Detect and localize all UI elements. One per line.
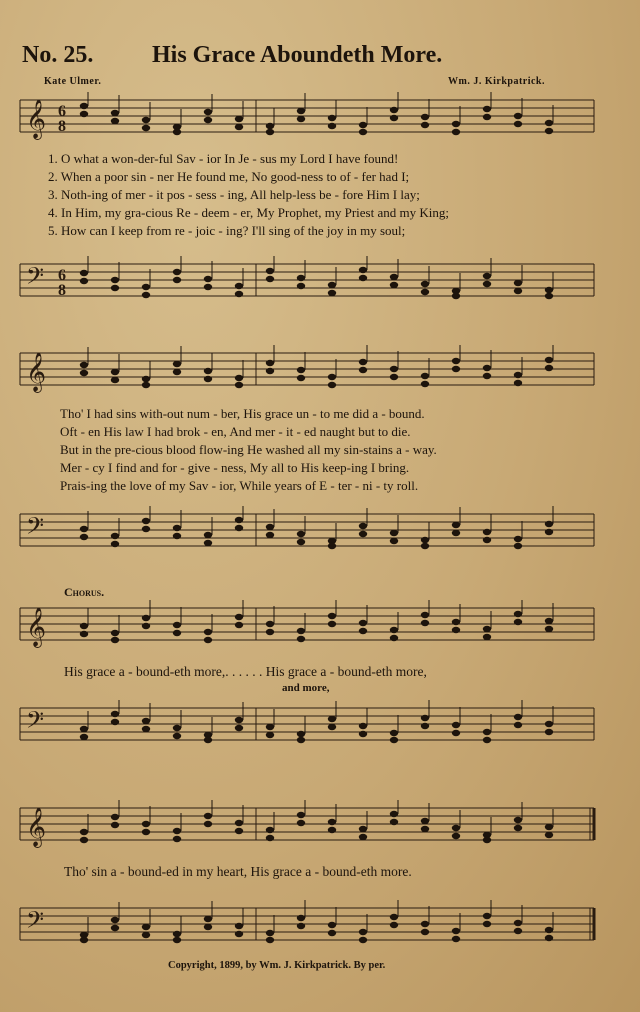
note-head xyxy=(111,110,119,116)
note-head xyxy=(545,529,553,535)
note-head xyxy=(80,362,88,368)
verse-1-line-b: Tho' I had sins with-out num - ber, His grace un - to me did a - bound. xyxy=(60,406,425,421)
staff-treble-3 xyxy=(16,600,596,650)
note-head xyxy=(266,123,274,129)
note-head xyxy=(173,836,181,842)
note-head xyxy=(173,931,181,937)
note-head xyxy=(421,620,429,626)
note-head xyxy=(235,375,243,381)
note-head xyxy=(297,275,305,281)
note-head xyxy=(80,103,88,109)
note-head xyxy=(514,536,522,542)
note-head xyxy=(328,290,336,296)
note-head xyxy=(173,937,181,943)
chorus-line-1: His grace a - bound-eth more,. . . . . . His grace a - bound-eth more, xyxy=(64,664,427,679)
note-head xyxy=(266,524,274,530)
note-head xyxy=(297,375,305,381)
note-head xyxy=(266,937,274,943)
note-head xyxy=(328,123,336,129)
note-head xyxy=(452,833,460,839)
note-head xyxy=(80,370,88,376)
note-head xyxy=(359,929,367,935)
note-head xyxy=(328,543,336,549)
note-head xyxy=(359,531,367,537)
note-head xyxy=(266,732,274,738)
note-head xyxy=(80,111,88,117)
staff-bass-2 xyxy=(16,506,596,556)
note-head xyxy=(359,937,367,943)
note-head xyxy=(235,622,243,628)
note-head xyxy=(204,637,212,643)
hymn-title: His Grace Aboundeth More. xyxy=(152,42,443,68)
svg-text:𝄞: 𝄞 xyxy=(26,809,47,846)
note-head xyxy=(514,280,522,286)
note-head xyxy=(514,920,522,926)
note-head xyxy=(266,268,274,274)
verse-3-line: 3. Noth-ing of mer - it pos - sess - ing, All help-less be - fore Him I lay; xyxy=(48,187,420,202)
svg-text:8: 8 xyxy=(58,282,66,299)
bass-notes-2 xyxy=(80,506,553,549)
note-head xyxy=(297,915,305,921)
note-head xyxy=(545,357,553,363)
note-head xyxy=(297,108,305,114)
note-head xyxy=(328,724,336,730)
note-head xyxy=(111,118,119,124)
note-head xyxy=(235,931,243,937)
note-head xyxy=(235,725,243,731)
note-head xyxy=(204,924,212,930)
note-head xyxy=(514,611,522,617)
note-head xyxy=(452,366,460,372)
note-head xyxy=(483,373,491,379)
note-head xyxy=(421,122,429,128)
note-head xyxy=(514,928,522,934)
note-head xyxy=(111,822,119,828)
verse-5-line: 5. How can I keep from re - joic - ing? I'll sing of the joy in my soul; xyxy=(48,223,406,238)
note-head xyxy=(421,826,429,832)
note-head xyxy=(328,621,336,627)
note-head xyxy=(483,837,491,843)
note-head xyxy=(421,818,429,824)
note-head xyxy=(80,734,88,740)
note-head xyxy=(80,829,88,835)
note-head xyxy=(421,929,429,935)
note-head xyxy=(545,935,553,941)
note-head xyxy=(328,282,336,288)
note-head xyxy=(483,913,491,919)
staff-treble-2 xyxy=(16,345,596,395)
svg-text:𝄢: 𝄢 xyxy=(26,514,45,545)
note-head xyxy=(483,737,491,743)
note-head xyxy=(359,723,367,729)
svg-text:𝄞: 𝄞 xyxy=(26,609,47,646)
hymn-number: No. 25. xyxy=(22,42,94,68)
note-head xyxy=(80,526,88,532)
note-head xyxy=(204,276,212,282)
note-head xyxy=(235,828,243,834)
note-head xyxy=(297,628,305,634)
note-head xyxy=(545,832,553,838)
note-head xyxy=(452,825,460,831)
svg-text:8: 8 xyxy=(58,118,66,135)
note-head xyxy=(483,921,491,927)
note-head xyxy=(390,530,398,536)
note-head xyxy=(142,376,150,382)
note-head xyxy=(390,914,398,920)
verses-block-2 xyxy=(60,405,437,495)
note-head xyxy=(80,270,88,276)
note-head xyxy=(173,269,181,275)
verse-4-line: 4. In Him, my gra-cious Re - deem - er, My Prophet, my Priest and my King; xyxy=(48,205,449,220)
note-head xyxy=(328,613,336,619)
note-head xyxy=(514,372,522,378)
note-head xyxy=(80,278,88,284)
treble-notes-1 xyxy=(80,92,553,135)
verse-4-line-b: Mer - cy I find and for - give - ness, My all to His keep-ing I bring. xyxy=(60,460,410,475)
note-head xyxy=(173,369,181,375)
note-head xyxy=(111,541,119,547)
note-head xyxy=(235,525,243,531)
bass-notes-1 xyxy=(80,256,553,299)
note-head xyxy=(235,614,243,620)
note-head xyxy=(514,619,522,625)
copyright-notice: Copyright, 1899, by Wm. J. Kirkpatrick. By per. xyxy=(168,960,386,971)
note-head xyxy=(390,627,398,633)
svg-text:𝄢: 𝄢 xyxy=(26,908,45,939)
note-head xyxy=(452,627,460,633)
note-head xyxy=(359,628,367,634)
note-head xyxy=(421,612,429,618)
note-head xyxy=(111,637,119,643)
treble-notes-3 xyxy=(80,600,553,643)
note-head xyxy=(173,533,181,539)
note-head xyxy=(142,821,150,827)
note-head xyxy=(142,615,150,621)
note-head xyxy=(266,276,274,282)
note-head xyxy=(80,631,88,637)
note-head xyxy=(452,121,460,127)
note-head xyxy=(111,719,119,725)
note-head xyxy=(235,124,243,130)
note-head xyxy=(173,828,181,834)
note-head xyxy=(142,125,150,131)
note-head xyxy=(390,811,398,817)
note-head xyxy=(545,521,553,527)
note-head xyxy=(328,115,336,121)
note-head xyxy=(204,821,212,827)
staff-bass-4 xyxy=(16,900,596,950)
note-head xyxy=(452,936,460,942)
note-head xyxy=(80,623,88,629)
note-head xyxy=(390,819,398,825)
bass-notes-4 xyxy=(80,900,553,943)
note-head xyxy=(142,518,150,524)
svg-text:6: 6 xyxy=(58,103,66,120)
note-head xyxy=(514,825,522,831)
note-head xyxy=(111,277,119,283)
note-head xyxy=(483,114,491,120)
note-head xyxy=(452,730,460,736)
svg-text:6: 6 xyxy=(58,267,66,284)
note-head xyxy=(142,117,150,123)
note-head xyxy=(483,529,491,535)
note-head xyxy=(545,293,553,299)
note-head xyxy=(421,373,429,379)
treble-notes-4 xyxy=(80,800,553,843)
bass-notes-3 xyxy=(80,700,553,743)
note-head xyxy=(142,623,150,629)
note-head xyxy=(483,281,491,287)
note-head xyxy=(173,733,181,739)
note-head xyxy=(328,382,336,388)
note-head xyxy=(111,285,119,291)
note-head xyxy=(545,729,553,735)
note-head xyxy=(390,737,398,743)
note-head xyxy=(328,819,336,825)
note-head xyxy=(297,923,305,929)
staff-treble-4 xyxy=(16,800,596,850)
note-head xyxy=(452,358,460,364)
note-head xyxy=(390,374,398,380)
note-head xyxy=(483,729,491,735)
note-head xyxy=(204,916,212,922)
note-head xyxy=(421,715,429,721)
verses-block-1 xyxy=(48,150,449,240)
note-head xyxy=(483,626,491,632)
note-head xyxy=(80,534,88,540)
note-head xyxy=(545,824,553,830)
note-head xyxy=(142,829,150,835)
note-head xyxy=(111,533,119,539)
note-head xyxy=(235,291,243,297)
staff-bass-1 xyxy=(16,256,596,306)
note-head xyxy=(111,814,119,820)
note-head xyxy=(297,731,305,737)
note-head xyxy=(421,289,429,295)
note-head xyxy=(328,922,336,928)
note-head xyxy=(142,718,150,724)
note-head xyxy=(204,376,212,382)
note-head xyxy=(204,368,212,374)
note-head xyxy=(80,937,88,943)
note-head xyxy=(173,622,181,628)
note-head xyxy=(390,730,398,736)
note-head xyxy=(266,360,274,366)
staff-bass-3 xyxy=(16,700,596,750)
note-head xyxy=(452,530,460,536)
note-head xyxy=(297,820,305,826)
note-head xyxy=(421,921,429,927)
note-head xyxy=(235,382,243,388)
note-head xyxy=(266,129,274,135)
note-head xyxy=(142,292,150,298)
note-head xyxy=(173,525,181,531)
note-head xyxy=(235,116,243,122)
note-head xyxy=(297,636,305,642)
note-head xyxy=(514,380,522,386)
note-head xyxy=(359,129,367,135)
note-head xyxy=(328,716,336,722)
note-head xyxy=(204,737,212,743)
note-head xyxy=(359,731,367,737)
note-head xyxy=(483,273,491,279)
note-head xyxy=(111,630,119,636)
note-head xyxy=(545,128,553,134)
note-head xyxy=(390,538,398,544)
note-head xyxy=(266,930,274,936)
note-head xyxy=(390,922,398,928)
svg-text:𝄞: 𝄞 xyxy=(26,101,47,138)
note-head xyxy=(235,820,243,826)
note-head xyxy=(142,382,150,388)
note-head xyxy=(235,517,243,523)
note-head xyxy=(173,129,181,135)
note-head xyxy=(359,523,367,529)
note-head xyxy=(390,366,398,372)
note-head xyxy=(452,722,460,728)
verse-5-line-b: Prais-ing the love of my Sav - ior, While years of E - ter - ni - ty roll. xyxy=(60,478,419,493)
note-head xyxy=(452,129,460,135)
note-head xyxy=(328,374,336,380)
note-head xyxy=(390,115,398,121)
note-head xyxy=(545,618,553,624)
verse-1-line: 1. O what a won-der-ful Sav - ior In Je - sus my Lord I have found! xyxy=(48,151,399,166)
note-head xyxy=(545,120,553,126)
note-head xyxy=(173,630,181,636)
note-head xyxy=(421,114,429,120)
chorus-line-2: Tho' sin a - bound-ed in my heart, His grace a - bound-eth more. xyxy=(64,864,412,879)
note-head xyxy=(142,924,150,930)
note-head xyxy=(297,367,305,373)
note-head xyxy=(266,621,274,627)
note-head xyxy=(452,293,460,299)
note-head xyxy=(452,522,460,528)
chorus-alt-text: and more, xyxy=(282,682,330,694)
note-head xyxy=(421,723,429,729)
note-head xyxy=(204,540,212,546)
verse-3-line-b: But in the pre-cious blood flow-ing He washed all my sin-stains a - way. xyxy=(60,442,437,457)
note-head xyxy=(359,834,367,840)
note-head xyxy=(111,711,119,717)
note-head xyxy=(297,531,305,537)
note-head xyxy=(514,288,522,294)
note-head xyxy=(483,634,491,640)
note-head xyxy=(545,365,553,371)
note-head xyxy=(514,817,522,823)
note-head xyxy=(483,365,491,371)
note-head xyxy=(421,281,429,287)
note-head xyxy=(328,930,336,936)
svg-text:𝄢: 𝄢 xyxy=(26,264,45,295)
svg-text:𝄢: 𝄢 xyxy=(26,708,45,739)
composer: Wm. J. Kirkpatrick. xyxy=(448,76,545,87)
note-head xyxy=(266,827,274,833)
note-head xyxy=(452,928,460,934)
staff-treble-1 xyxy=(16,92,596,142)
note-head xyxy=(545,927,553,933)
note-head xyxy=(421,537,429,543)
note-head xyxy=(173,725,181,731)
note-head xyxy=(483,537,491,543)
note-head xyxy=(235,283,243,289)
note-head xyxy=(514,543,522,549)
verse-2-line: 2. When a poor sin - ner He found me, No good-ness to of - fer had I; xyxy=(48,169,410,184)
note-head xyxy=(390,107,398,113)
note-head xyxy=(390,282,398,288)
note-head xyxy=(328,827,336,833)
note-head xyxy=(266,368,274,374)
note-head xyxy=(111,369,119,375)
note-head xyxy=(80,726,88,732)
note-head xyxy=(266,835,274,841)
note-head xyxy=(359,359,367,365)
note-head xyxy=(421,543,429,549)
lyricist: Kate Ulmer. xyxy=(44,76,102,87)
note-head xyxy=(514,714,522,720)
note-head xyxy=(545,626,553,632)
note-head xyxy=(545,721,553,727)
note-head xyxy=(111,377,119,383)
note-head xyxy=(359,275,367,281)
note-head xyxy=(452,619,460,625)
note-head xyxy=(297,737,305,743)
note-head xyxy=(235,717,243,723)
note-head xyxy=(266,629,274,635)
note-head xyxy=(390,635,398,641)
note-head xyxy=(142,726,150,732)
note-head xyxy=(142,932,150,938)
note-head xyxy=(173,361,181,367)
note-head xyxy=(235,923,243,929)
note-head xyxy=(359,367,367,373)
note-head xyxy=(359,826,367,832)
note-head xyxy=(514,121,522,127)
note-head xyxy=(111,925,119,931)
note-head xyxy=(266,724,274,730)
note-head xyxy=(204,629,212,635)
note-head xyxy=(514,722,522,728)
note-head xyxy=(359,620,367,626)
note-head xyxy=(204,532,212,538)
note-head xyxy=(173,277,181,283)
note-head xyxy=(142,284,150,290)
note-head xyxy=(297,283,305,289)
note-head xyxy=(204,117,212,123)
note-head xyxy=(111,917,119,923)
note-head xyxy=(390,274,398,280)
note-head xyxy=(204,813,212,819)
note-head xyxy=(483,106,491,112)
note-head xyxy=(545,287,553,293)
verse-2-line-b: Oft - en His law I had brok - en, And mer - it - ed naught but to die. xyxy=(60,424,411,439)
note-head xyxy=(204,109,212,115)
note-head xyxy=(204,284,212,290)
note-head xyxy=(297,116,305,122)
svg-text:𝄞: 𝄞 xyxy=(26,354,47,391)
note-head xyxy=(297,539,305,545)
note-head xyxy=(142,526,150,532)
note-head xyxy=(514,113,522,119)
note-head xyxy=(359,122,367,128)
chorus-label: Chorus. xyxy=(64,585,105,599)
treble-notes-2 xyxy=(80,345,553,388)
note-head xyxy=(359,267,367,273)
note-head xyxy=(297,812,305,818)
note-head xyxy=(421,381,429,387)
note-head xyxy=(80,837,88,843)
note-head xyxy=(266,532,274,538)
